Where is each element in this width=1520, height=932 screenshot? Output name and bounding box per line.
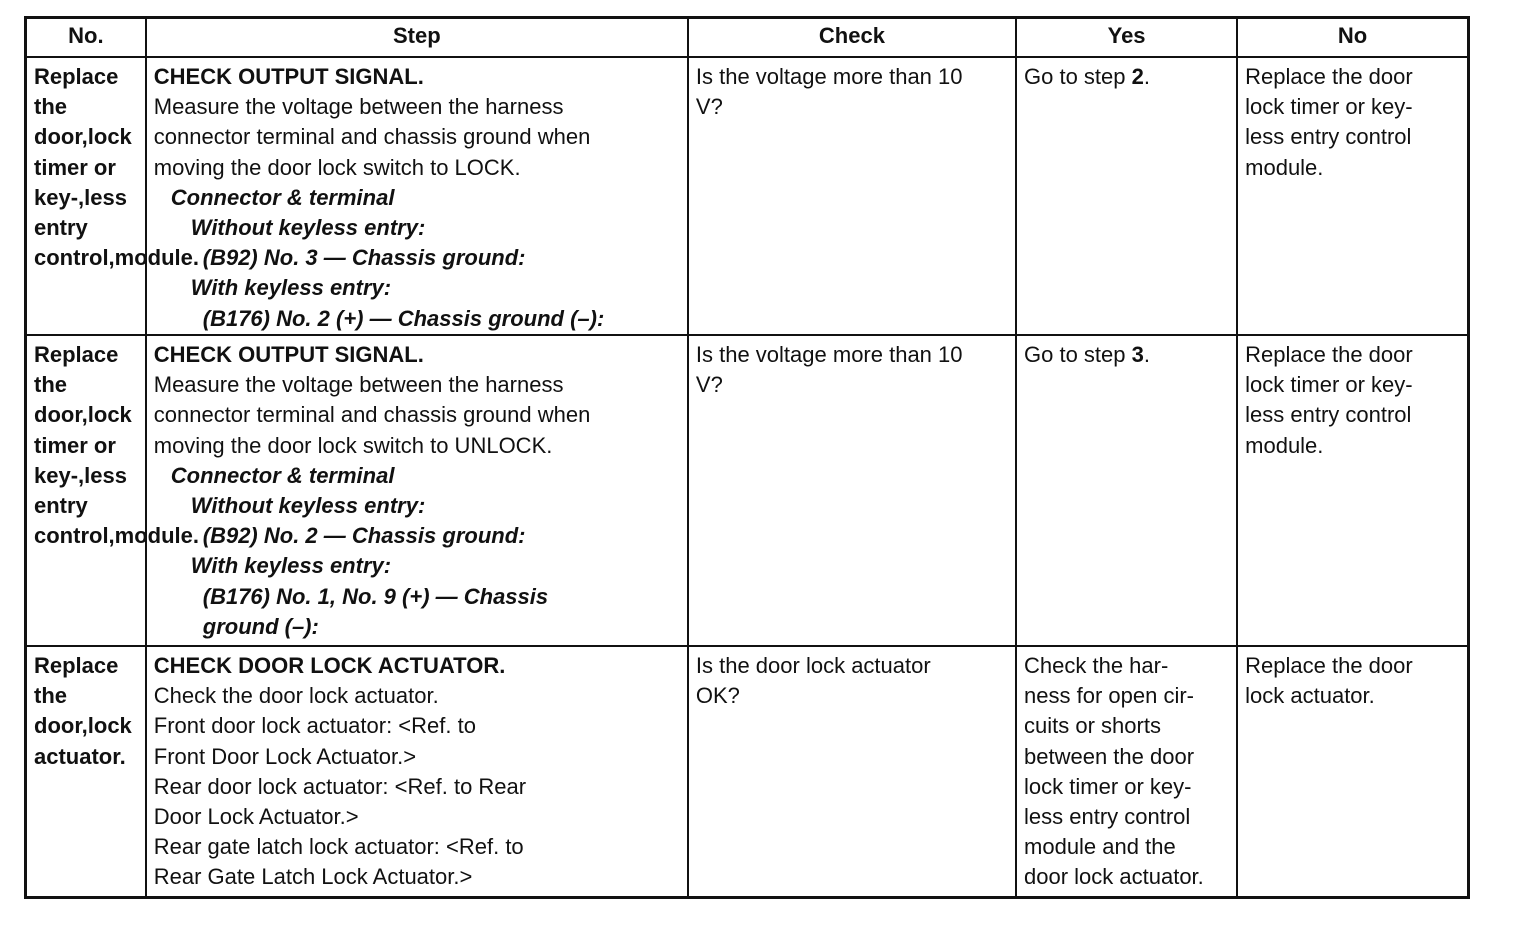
step-text-line: connector terminal and chassis ground when [153, 402, 591, 428]
step-text-line: connector terminal and chassis ground when [153, 124, 591, 150]
without-keyless-label: Without keyless entry: [190, 493, 426, 519]
yes-text-line: door lock actuator. [1024, 864, 1204, 890]
yes-text [1024, 62, 1232, 92]
yes-text [1024, 340, 1232, 370]
check-text-line: V? [695, 372, 723, 398]
step-text-line: Rear gate latch lock actuator: <Ref. to [153, 834, 524, 860]
no-text-line: lock timer or key- [1245, 372, 1413, 398]
yes-step-ref: 3 [1131, 342, 1144, 367]
header-no-result: No [1237, 18, 1468, 58]
step-text-line: Measure the voltage between the harness [153, 372, 564, 398]
without-keyless-terminal: (B92) No. 2 — Chassis ground: [202, 523, 526, 549]
header-row [26, 18, 1469, 58]
check-text-line: Is the voltage more than 10 [695, 342, 963, 367]
check-text-line: V? [695, 94, 723, 120]
no-text-line: Replace the door [1245, 653, 1413, 678]
header-no: No. [26, 18, 146, 58]
no-text-line: Replace the door [1245, 64, 1413, 89]
header-step: Step [146, 18, 688, 58]
no-text-line: Replace the door [1245, 342, 1413, 367]
yes-text-line: cuits or shorts [1024, 713, 1161, 739]
step-text-line: Front door lock actuator: <Ref. to [153, 713, 476, 739]
header-check: Check [688, 18, 1016, 58]
no-text-line: module. [1245, 154, 1324, 180]
step-text-line: Door Lock Actuator.> [153, 804, 359, 830]
with-keyless-label: With keyless entry: [190, 275, 392, 301]
step-text-line: moving the door lock switch to LOCK. [153, 154, 521, 180]
check-text-line: OK? [695, 683, 740, 709]
step-title: CHECK OUTPUT SIGNAL. [153, 64, 424, 89]
step-text-line: Front Door Lock Actuator.> [153, 743, 417, 769]
with-keyless-label: With keyless entry: [190, 553, 392, 579]
step-text-line: Rear Gate Latch Lock Actuator.> [153, 864, 473, 890]
step-text-line: moving the door lock switch to UNLOCK. [153, 432, 553, 458]
check-text-line: Is the voltage more than 10 [695, 64, 963, 89]
yes-text-line: Check the har- [1024, 653, 1169, 678]
yes-prefix: Go to step [1024, 64, 1132, 89]
step-text-line: Measure the voltage between the harness [153, 94, 564, 120]
yes-text-line: ness for open cir- [1024, 683, 1194, 709]
no-cell [1237, 646, 1468, 898]
with-keyless-terminal: (B176) No. 2 (+) — Chassis ground (–): [202, 305, 605, 331]
yes-cell [1016, 646, 1237, 898]
yes-cell [1016, 335, 1237, 646]
step-number: Replace the door,lock actuator. [26, 646, 146, 898]
no-text-line: less entry control [1245, 402, 1412, 428]
diagnostic-table [24, 16, 1470, 899]
check-cell [688, 646, 1016, 898]
without-keyless-label: Without keyless entry: [190, 215, 426, 241]
check-cell [688, 335, 1016, 646]
no-cell [1237, 335, 1468, 646]
yes-text-line: lock timer or key- [1024, 773, 1192, 799]
step-cell [146, 57, 688, 335]
step-cell [146, 335, 688, 646]
no-text-line: lock timer or key- [1245, 94, 1413, 120]
step-title: CHECK DOOR LOCK ACTUATOR. [153, 653, 506, 678]
yes-suffix: . [1143, 64, 1151, 89]
with-keyless-terminal: (B176) No. 1, No. 9 (+) — Chassis [202, 583, 549, 609]
no-text-line: module. [1245, 432, 1324, 458]
table-row [26, 335, 1469, 646]
step-number: Replace the door,lock timer or key-,less entry control,module. [26, 335, 146, 646]
header-yes: Yes [1016, 18, 1237, 58]
no-text-line: less entry control [1245, 124, 1412, 150]
yes-suffix: . [1143, 342, 1151, 367]
step-cell [146, 646, 688, 898]
yes-text-line: between the door [1024, 743, 1195, 769]
step-text-line: Rear door lock actuator: <Ref. to Rear [153, 773, 527, 799]
check-text-line: Is the door lock actuator [695, 653, 931, 678]
yes-prefix: Go to step [1024, 342, 1132, 367]
with-keyless-terminal: ground (–): [202, 613, 319, 639]
yes-cell [1016, 57, 1237, 335]
no-text-line: lock actuator. [1245, 683, 1375, 709]
no-cell [1237, 57, 1468, 335]
connector-heading: Connector & terminal [170, 184, 395, 210]
yes-text-line: module and the [1024, 834, 1176, 860]
step-number: Replace the door,lock timer or key-,less entry control,module. [26, 57, 146, 335]
table-row [26, 646, 1469, 898]
step-text-line: Check the door lock actuator. [153, 683, 439, 709]
table-row [26, 57, 1469, 335]
step-title: CHECK OUTPUT SIGNAL. [153, 342, 424, 367]
check-cell [688, 57, 1016, 335]
yes-text-line: less entry control [1024, 804, 1191, 830]
yes-step-ref: 2 [1131, 64, 1144, 89]
without-keyless-terminal: (B92) No. 3 — Chassis ground: [202, 245, 526, 271]
connector-heading: Connector & terminal [170, 462, 395, 488]
